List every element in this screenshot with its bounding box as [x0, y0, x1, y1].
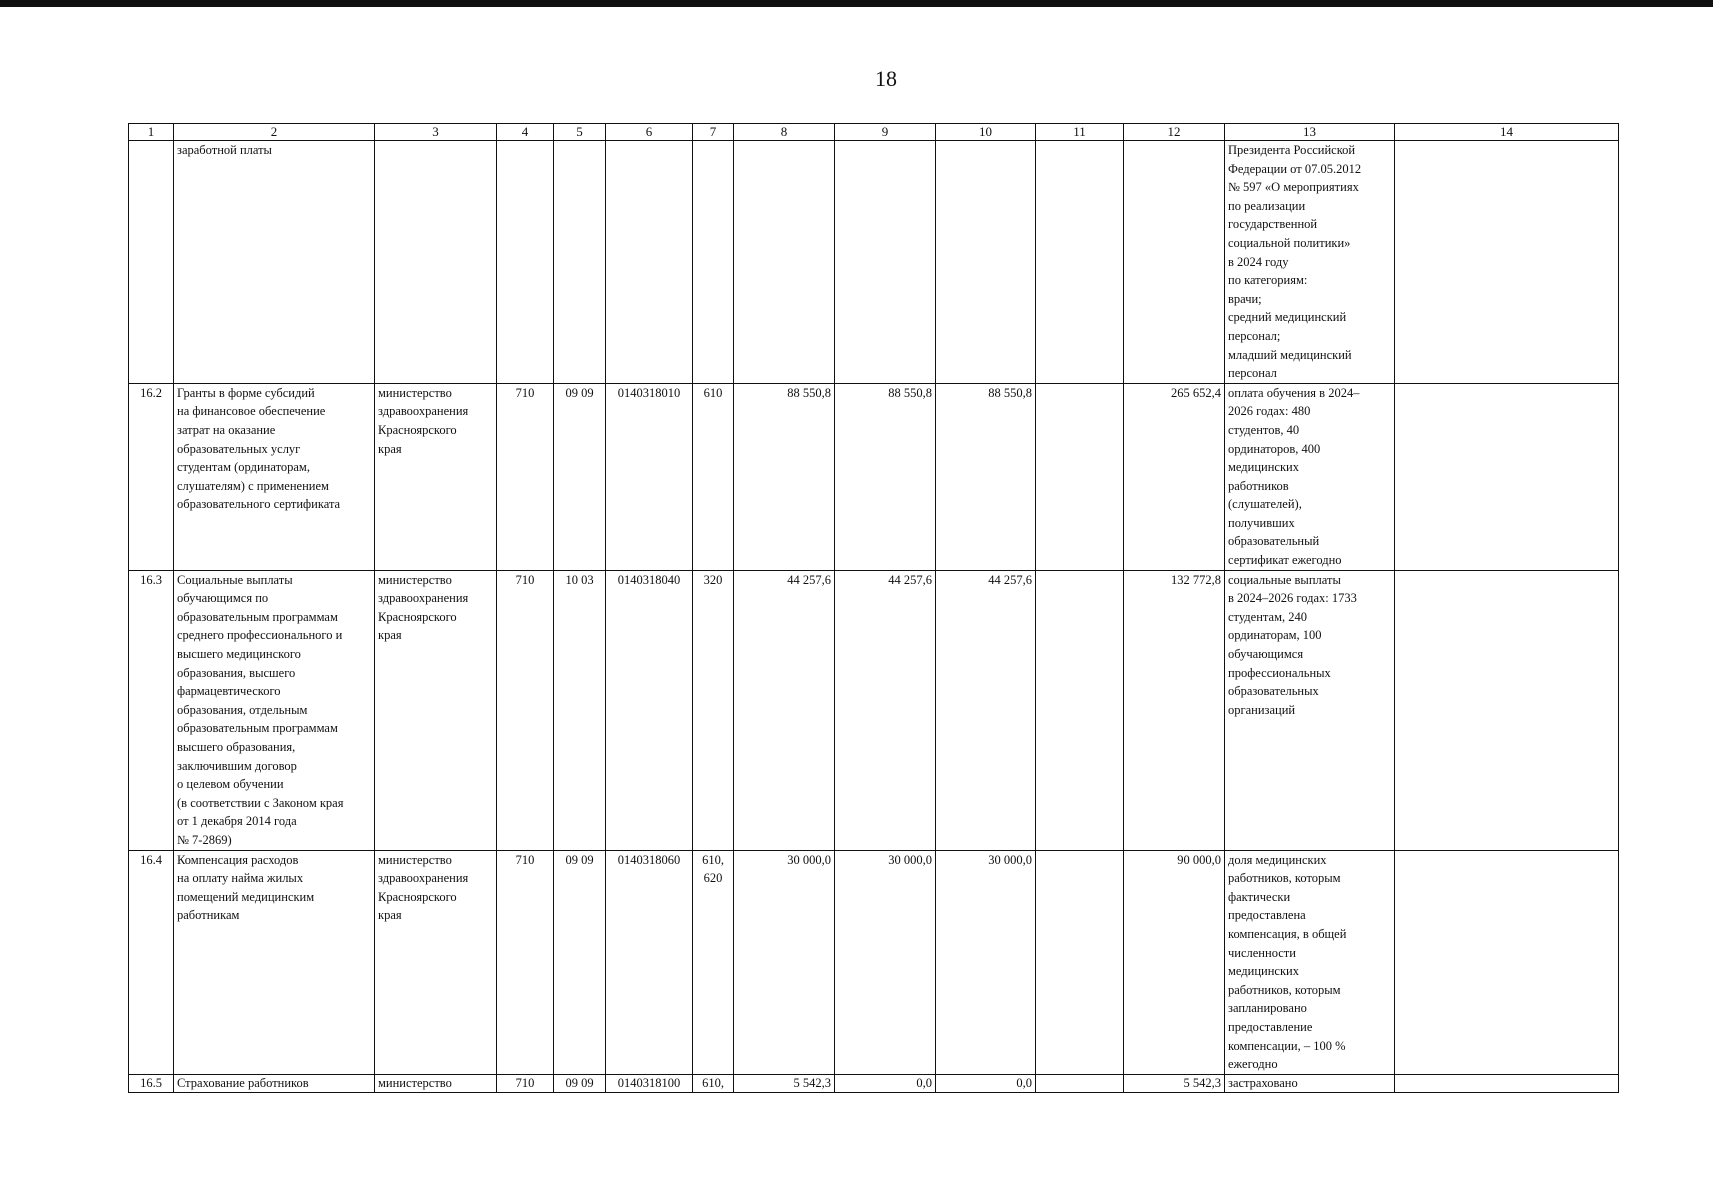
column-11-cell	[1036, 570, 1124, 850]
page-number: 18	[875, 66, 897, 91]
column-header: 8	[734, 124, 835, 141]
grbs-code: 710	[497, 383, 554, 570]
expense-type-code	[693, 141, 734, 384]
expected-result: доля медицинских работников, которым фактически предоставлена компенсация, в общей численности медицинских работников, которым запланировано предоставление компенсации, – 100 % ежегодно	[1225, 850, 1395, 1074]
expense-type-code: 610, 620	[693, 850, 734, 1074]
amount-total	[1124, 141, 1225, 384]
section-code: 10 03	[554, 570, 606, 850]
responsible-org: министерство здравоохранения Красноярского края	[375, 850, 497, 1074]
scan-top-border	[0, 0, 1713, 7]
column-header: 7	[693, 124, 734, 141]
target-article-code: 0140318010	[606, 383, 693, 570]
section-code: 09 09	[554, 383, 606, 570]
amount-2024: 30 000,0	[734, 850, 835, 1074]
column-11-cell	[1036, 1074, 1124, 1092]
column-header: 5	[554, 124, 606, 141]
item-name: Страхование работников	[174, 1074, 375, 1092]
column-header: 14	[1395, 124, 1619, 141]
amount-2024	[734, 141, 835, 384]
column-header: 11	[1036, 124, 1124, 141]
column-14-cell	[1395, 383, 1619, 570]
target-article-code: 0140318060	[606, 850, 693, 1074]
amount-2025: 88 550,8	[835, 383, 936, 570]
amount-2025	[835, 141, 936, 384]
column-header: 3	[375, 124, 497, 141]
table-row	[129, 570, 1619, 850]
target-article-code: 0140318100	[606, 1074, 693, 1092]
amount-2026	[936, 141, 1036, 384]
column-11-cell	[1036, 383, 1124, 570]
grbs-code: 710	[497, 570, 554, 850]
column-11-cell	[1036, 141, 1124, 384]
responsible-org: министерство здравоохранения Красноярского края	[375, 383, 497, 570]
table-row	[129, 141, 1619, 384]
amount-2026: 88 550,8	[936, 383, 1036, 570]
grbs-code: 710	[497, 850, 554, 1074]
amount-total: 5 542,3	[1124, 1074, 1225, 1092]
amount-total: 265 652,4	[1124, 383, 1225, 570]
amount-2025: 30 000,0	[835, 850, 936, 1074]
column-header: 4	[497, 124, 554, 141]
row-number: 16.2	[129, 383, 174, 570]
amount-total: 90 000,0	[1124, 850, 1225, 1074]
grbs-code	[497, 141, 554, 384]
expense-type-code: 610,	[693, 1074, 734, 1092]
section-code: 09 09	[554, 850, 606, 1074]
expense-type-code: 610	[693, 383, 734, 570]
row-number: 16.3	[129, 570, 174, 850]
amount-2025: 44 257,6	[835, 570, 936, 850]
expected-result: Президента Российской Федерации от 07.05.2012 № 597 «О мероприятиях по реализации государственной социальной политики» в 2024 году по категориям: врачи; средний медицинский персонал; младший медицинский персонал	[1225, 141, 1395, 384]
responsible-org: министерство здравоохранения Красноярского края	[375, 570, 497, 850]
column-14-cell	[1395, 570, 1619, 850]
column-14-cell	[1395, 850, 1619, 1074]
row-number	[129, 141, 174, 384]
section-code: 09 09	[554, 1074, 606, 1092]
column-header: 6	[606, 124, 693, 141]
table-row	[129, 850, 1619, 1074]
section-code	[554, 141, 606, 384]
expected-result: оплата обучения в 2024– 2026 годах: 480 студентов, 40 ординаторов, 400 медицинских работников (слушателей), получивших образовательный сертификат ежегодно	[1225, 383, 1395, 570]
expected-result: социальные выплаты в 2024–2026 годах: 1733 студентам, 240 ординаторам, 100 обучающимся профессиональных образовательных организаций	[1225, 570, 1395, 850]
expected-result: застраховано	[1225, 1074, 1395, 1092]
column-header: 10	[936, 124, 1036, 141]
row-number: 16.4	[129, 850, 174, 1074]
amount-total: 132 772,8	[1124, 570, 1225, 850]
column-14-cell	[1395, 1074, 1619, 1092]
item-name: Гранты в форме субсидий на финансовое обеспечение затрат на оказание образовательных услуг студентам (ординаторам, слушателям) с применением образовательного сертификата	[174, 383, 375, 570]
target-article-code	[606, 141, 693, 384]
column-header: 12	[1124, 124, 1225, 141]
item-name: заработной платы	[174, 141, 375, 384]
column-header: 2	[174, 124, 375, 141]
responsible-org: министерство	[375, 1074, 497, 1092]
amount-2024: 5 542,3	[734, 1074, 835, 1092]
row-number: 16.5	[129, 1074, 174, 1092]
amount-2026: 44 257,6	[936, 570, 1036, 850]
table-row	[129, 1074, 1619, 1092]
column-header: 1	[129, 124, 174, 141]
amount-2026: 0,0	[936, 1074, 1036, 1092]
item-name: Компенсация расходов на оплату найма жилых помещений медицинским работникам	[174, 850, 375, 1074]
amount-2025: 0,0	[835, 1074, 936, 1092]
table-header-row	[129, 124, 1619, 141]
item-name: Социальные выплаты обучающимся по образовательным программам среднего профессионального и высшего медицинского образования, высшего фармацевтического образования, отдельным образовательным программам высшего образования, заключившим договор о целевом обучении (в соответствии с Законом края от 1 декабря 2014 года № 7-2869)	[174, 570, 375, 850]
expense-type-code: 320	[693, 570, 734, 850]
column-14-cell	[1395, 141, 1619, 384]
amount-2026: 30 000,0	[936, 850, 1036, 1074]
responsible-org	[375, 141, 497, 384]
column-header: 13	[1225, 124, 1395, 141]
column-11-cell	[1036, 850, 1124, 1074]
amount-2024: 44 257,6	[734, 570, 835, 850]
column-header: 9	[835, 124, 936, 141]
budget-table	[128, 123, 1619, 1093]
table-row	[129, 383, 1619, 570]
target-article-code: 0140318040	[606, 570, 693, 850]
amount-2024: 88 550,8	[734, 383, 835, 570]
grbs-code: 710	[497, 1074, 554, 1092]
